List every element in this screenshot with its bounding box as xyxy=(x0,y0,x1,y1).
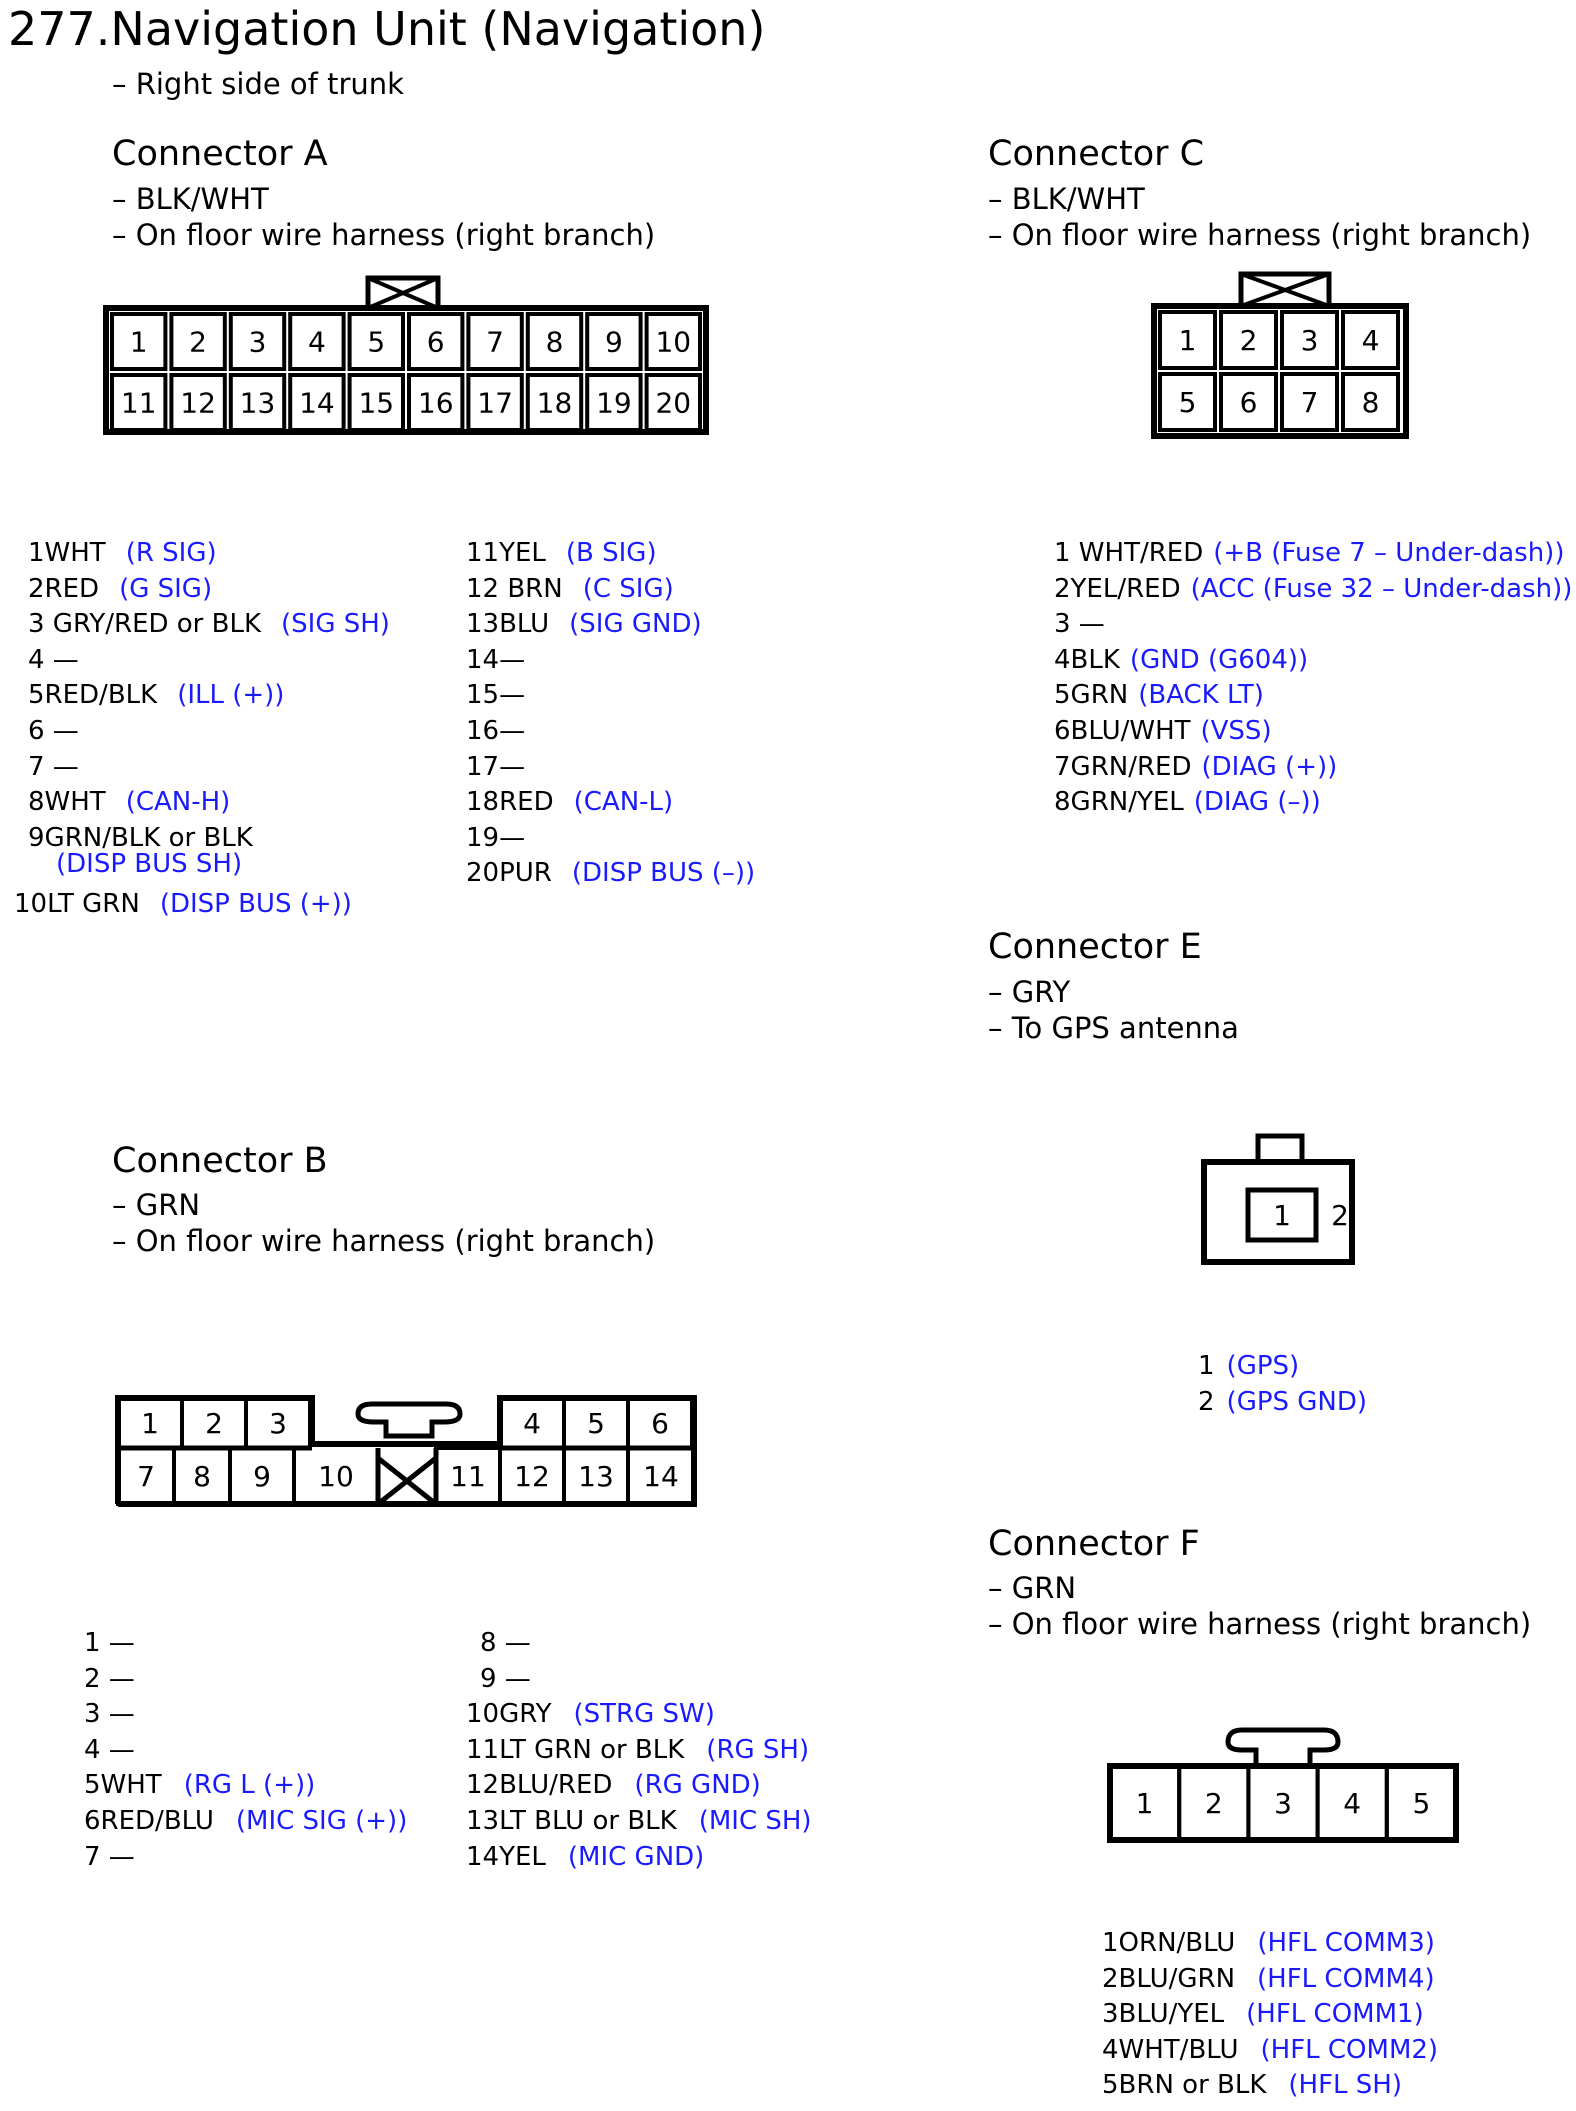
cavity-1: 1 xyxy=(1178,324,1197,357)
cavity-1: 1 xyxy=(1135,1787,1154,1820)
pin-wire: 3 — xyxy=(84,1699,135,1730)
pin-row xyxy=(1102,1963,1435,1994)
pin-row xyxy=(1054,751,1338,782)
cavity-5: 5 xyxy=(587,1407,605,1440)
pin-row xyxy=(84,1663,135,1694)
pin-row xyxy=(466,1770,761,1801)
pin-row xyxy=(28,573,213,604)
cavity-5: 5 xyxy=(367,325,386,359)
cavity-7: 7 xyxy=(1300,386,1319,419)
pin-row xyxy=(84,1770,316,1801)
connector-e-heading: Connector E xyxy=(988,927,1202,967)
pin-wire: 10LT GRN xyxy=(14,888,140,919)
pin-row xyxy=(1054,540,1564,566)
pin-row xyxy=(1102,2034,1439,2065)
pin-row xyxy=(28,680,285,711)
connector-f-color: – GRN xyxy=(988,1571,1077,1605)
pin-function: (+B (Fuse 7 – Under-dash)) xyxy=(1213,538,1565,568)
cavity-5: 5 xyxy=(1178,386,1197,419)
pin-wire: 8 — xyxy=(480,1628,531,1658)
pin-wire: 5BRN or BLK xyxy=(1102,2070,1267,2101)
pin-function: (DIAG (+)) xyxy=(1201,751,1338,782)
pin-wire: 11YEL xyxy=(466,538,546,568)
pin-function: (DIAG (–)) xyxy=(1193,787,1321,818)
cavity-2: 2 xyxy=(1239,324,1258,357)
pin-function: (R SIG) xyxy=(125,538,217,568)
connector-c-heading: Connector C xyxy=(988,134,1205,174)
pin-wire: 11LT GRN or BLK xyxy=(466,1734,685,1765)
cavity-10: 10 xyxy=(655,325,692,359)
pin-wire: 4WHT/BLU xyxy=(1102,2034,1239,2065)
connector-f-face xyxy=(1100,1720,1470,1850)
cavity-15: 15 xyxy=(358,386,395,420)
pin-row xyxy=(466,573,674,604)
pin-wire: 1ORN/BLU xyxy=(1102,1928,1236,1958)
pin-wire: 12BLU/RED xyxy=(466,1770,613,1801)
lock-tab xyxy=(1241,274,1329,306)
cavity-2: 2 xyxy=(189,325,208,359)
pin-row xyxy=(28,540,217,566)
pin-function: (RG SH) xyxy=(706,1734,810,1765)
cavity-1: 1 xyxy=(129,325,148,359)
pin-row xyxy=(466,1841,705,1872)
connector-b-color: – GRN xyxy=(112,1188,201,1222)
pin-function: (CAN-L) xyxy=(573,787,674,818)
pin-row xyxy=(1198,1353,1299,1379)
pin-row xyxy=(1054,644,1309,675)
pin-wire: 2 — xyxy=(84,1663,135,1694)
pin-function: (HFL COMM4) xyxy=(1257,1963,1435,1994)
pin-wire: 10GRY xyxy=(466,1699,552,1730)
pin-function: (GPS GND) xyxy=(1226,1386,1368,1417)
pin-row xyxy=(84,1841,135,1872)
cavity-12: 12 xyxy=(180,386,216,420)
pin-wire: 2YEL/RED xyxy=(1054,573,1181,604)
pin-function: (HFL SH) xyxy=(1288,2070,1403,2101)
pin-wire: 1 xyxy=(1198,1351,1215,1381)
pin-function: (DISP BUS (–)) xyxy=(571,858,756,889)
pin-wire: 6BLU/WHT xyxy=(1054,716,1191,746)
pin-row xyxy=(1054,787,1321,818)
pin-wire: 7 — xyxy=(84,1841,135,1872)
pin-function: (CAN-H) xyxy=(125,787,231,818)
connector-b-location: – On floor wire harness (right branch) xyxy=(112,1224,656,1258)
pin-wire: 4BLK xyxy=(1054,644,1120,675)
pin-function: (GPS) xyxy=(1226,1351,1300,1381)
cavity-20: 20 xyxy=(655,386,692,420)
pin-function: (MIC SIG (+)) xyxy=(235,1806,408,1836)
pin-function: (HFL COMM2) xyxy=(1260,2034,1439,2065)
pin-wire: 3 — xyxy=(1054,609,1105,640)
cavity-3: 3 xyxy=(1300,324,1319,357)
pin-function: (RG GND) xyxy=(634,1770,761,1801)
cavity-9: 9 xyxy=(253,1460,271,1493)
cavity-4: 4 xyxy=(307,325,326,359)
cavity-10: 10 xyxy=(318,1460,354,1493)
pin-row xyxy=(466,609,702,640)
pin-row xyxy=(28,822,253,879)
pin-row xyxy=(28,718,79,744)
connector-c-face xyxy=(1146,266,1416,446)
pin-row xyxy=(1198,1386,1368,1417)
cavity-1: 1 xyxy=(1273,1199,1291,1232)
pin-row xyxy=(1054,718,1272,744)
pin-row xyxy=(1054,609,1105,640)
cavity-11: 11 xyxy=(450,1460,486,1493)
pin-row xyxy=(466,751,526,782)
pin-row xyxy=(480,1630,531,1656)
pin-function: (DISP BUS SH) xyxy=(56,848,243,879)
cavity-1: 1 xyxy=(141,1407,159,1440)
pin-row xyxy=(466,540,657,566)
pin-function: (G SIG) xyxy=(119,573,213,604)
cavity-2: 2 xyxy=(1204,1787,1223,1820)
pin-wire: 14YEL xyxy=(466,1841,546,1872)
pin-wire: 13BLU xyxy=(466,609,550,640)
cavity-18: 18 xyxy=(536,386,573,420)
pin-function: (SIG SH) xyxy=(281,609,390,640)
cavity-17: 17 xyxy=(477,386,513,420)
connector-e-location: – To GPS antenna xyxy=(988,1011,1239,1045)
cavity-6: 6 xyxy=(426,325,445,359)
cavity-7: 7 xyxy=(137,1460,155,1493)
cavity-9: 9 xyxy=(604,325,623,359)
pin-wire: 13LT BLU or BLK xyxy=(466,1806,677,1836)
pin-wire: 3 GRY/RED or BLK xyxy=(28,609,262,640)
pin-wire: 2BLU/GRN xyxy=(1102,1963,1236,1994)
cavity-13: 13 xyxy=(239,386,276,420)
pin-row xyxy=(84,1734,135,1765)
pin-function: (MIC SH) xyxy=(698,1806,812,1836)
pin-row xyxy=(28,644,79,675)
pin-function: (HFL COMM1) xyxy=(1246,1999,1424,2030)
pin-wire: 2 xyxy=(1198,1386,1215,1417)
pin-wire: 7GRN/RED xyxy=(1054,751,1192,782)
pin-wire: 18RED xyxy=(466,787,554,818)
cavity-6: 6 xyxy=(1239,386,1258,419)
pin-wire: 2RED xyxy=(28,573,100,604)
pin-wire: 1 — xyxy=(84,1628,135,1658)
cavity-11: 11 xyxy=(120,386,157,420)
cavity-2: 2 xyxy=(205,1407,223,1440)
pin-wire: 4 — xyxy=(28,644,79,675)
polarization-x xyxy=(378,1448,436,1504)
pin-row xyxy=(466,1734,810,1765)
cavity-3: 3 xyxy=(1274,1787,1292,1820)
pin-wire: 17— xyxy=(466,751,526,782)
connector-c-location: – On floor wire harness (right branch) xyxy=(988,218,1532,252)
pin-wire: 1WHT xyxy=(28,538,106,568)
cavity-6: 6 xyxy=(651,1407,669,1440)
pin-row xyxy=(1102,2070,1403,2101)
pin-wire: 16— xyxy=(466,716,526,746)
lock-tab xyxy=(368,278,438,308)
pin-function: (C SIG) xyxy=(582,573,674,604)
connector-b-face xyxy=(110,1386,710,1511)
cavity-8: 8 xyxy=(1361,386,1380,419)
pin-wire: 9GRN/BLK or BLK xyxy=(28,822,253,853)
pin-function: (MIC GND) xyxy=(567,1841,705,1872)
pin-function: (ACC (Fuse 32 – Under-dash)) xyxy=(1190,573,1573,604)
pin-row xyxy=(28,751,79,782)
pin-wire: 5WHT xyxy=(84,1770,162,1801)
pin-wire: 3BLU/YEL xyxy=(1102,1999,1225,2030)
pin-row xyxy=(28,609,390,640)
pin-wire: 20PUR xyxy=(466,858,552,889)
pin-row xyxy=(466,1699,715,1730)
lock-tab xyxy=(1258,1136,1302,1162)
pin-row xyxy=(1054,573,1573,604)
pin-wire: 7 — xyxy=(28,751,79,782)
pin-row xyxy=(466,858,756,889)
pin-row xyxy=(84,1808,407,1834)
cavity-12: 12 xyxy=(514,1460,550,1493)
pin-wire: 14— xyxy=(466,644,526,675)
connector-f-location: – On floor wire harness (right branch) xyxy=(988,1607,1532,1641)
pin-wire: 12 BRN xyxy=(466,573,563,604)
pin-row xyxy=(466,1808,812,1834)
pin-wire: 5GRN xyxy=(1054,680,1129,711)
pin-function: (HFL COMM3) xyxy=(1257,1928,1435,1958)
connector-e-color: – GRY xyxy=(988,975,1071,1009)
connector-a-color: – BLK/WHT xyxy=(112,182,269,216)
pin-wire: 1 WHT/RED xyxy=(1054,538,1204,568)
pin-row xyxy=(14,888,352,919)
pin-row xyxy=(1054,680,1264,711)
cavity-4: 4 xyxy=(1343,1787,1362,1820)
connector-a-location: – On floor wire harness (right branch) xyxy=(112,218,656,252)
lock-tab xyxy=(358,1404,460,1436)
connector-a-heading: Connector A xyxy=(112,134,328,174)
cavity-4: 4 xyxy=(523,1407,541,1440)
pin-wire: 6 — xyxy=(28,716,79,746)
cavity-5: 5 xyxy=(1412,1787,1431,1820)
pin-wire: 4 — xyxy=(84,1734,135,1765)
pin-wire: 19— xyxy=(466,822,526,853)
pin-wire: 5RED/BLK xyxy=(28,680,158,711)
pin-function: (RG L (+)) xyxy=(183,1770,316,1801)
pin-function: (DISP BUS (+)) xyxy=(159,888,352,919)
cavity-7: 7 xyxy=(486,325,505,359)
pin-row xyxy=(480,1663,531,1694)
cavity-4: 4 xyxy=(1361,324,1380,357)
cavity-14: 14 xyxy=(643,1460,679,1493)
pin-row xyxy=(1102,1930,1435,1956)
lock-tab xyxy=(1228,1730,1338,1766)
pin-function: (STRG SW) xyxy=(573,1699,715,1730)
pin-row xyxy=(466,644,526,675)
pin-row xyxy=(466,718,525,744)
connector-f-heading: Connector F xyxy=(988,1524,1200,1564)
connector-e-face xyxy=(1196,1130,1376,1270)
cavity-14: 14 xyxy=(299,386,335,420)
pin-row xyxy=(466,680,526,711)
pin-function: (VSS) xyxy=(1200,716,1272,746)
pin-row xyxy=(84,1630,135,1656)
pin-row xyxy=(84,1699,135,1730)
cavity-16: 16 xyxy=(417,386,454,420)
pin-wire: 8WHT xyxy=(28,787,106,818)
cavity-13: 13 xyxy=(578,1460,614,1493)
cavity-2: 2 xyxy=(1331,1199,1349,1232)
pin-wire: 9 — xyxy=(480,1663,531,1694)
page-title: 277.Navigation Unit (Navigation) xyxy=(8,2,766,56)
pin-wire: 8GRN/YEL xyxy=(1054,787,1184,818)
pin-function: (GND (G604)) xyxy=(1129,644,1309,675)
cavity-8: 8 xyxy=(193,1460,211,1493)
pin-function: (SIG GND) xyxy=(569,609,702,640)
unit-location: – Right side of trunk xyxy=(112,67,404,101)
pin-row xyxy=(1102,1999,1424,2030)
pin-row xyxy=(28,787,231,818)
pin-function: (BACK LT) xyxy=(1138,680,1264,711)
cavity-8: 8 xyxy=(545,325,564,359)
pin-function: (ILL (+)) xyxy=(177,680,285,711)
pin-row xyxy=(466,787,674,818)
connector-a-face xyxy=(100,270,720,440)
pin-wire: 6RED/BLU xyxy=(84,1806,214,1836)
cavity-19: 19 xyxy=(596,386,632,420)
pin-function: (B SIG) xyxy=(565,538,657,568)
cavity-3: 3 xyxy=(248,325,267,359)
connector-b-heading: Connector B xyxy=(112,1141,328,1181)
pin-row xyxy=(466,822,526,853)
connector-c-color: – BLK/WHT xyxy=(988,182,1145,216)
cavity-3: 3 xyxy=(269,1407,287,1440)
pin-wire: 15— xyxy=(466,680,526,711)
